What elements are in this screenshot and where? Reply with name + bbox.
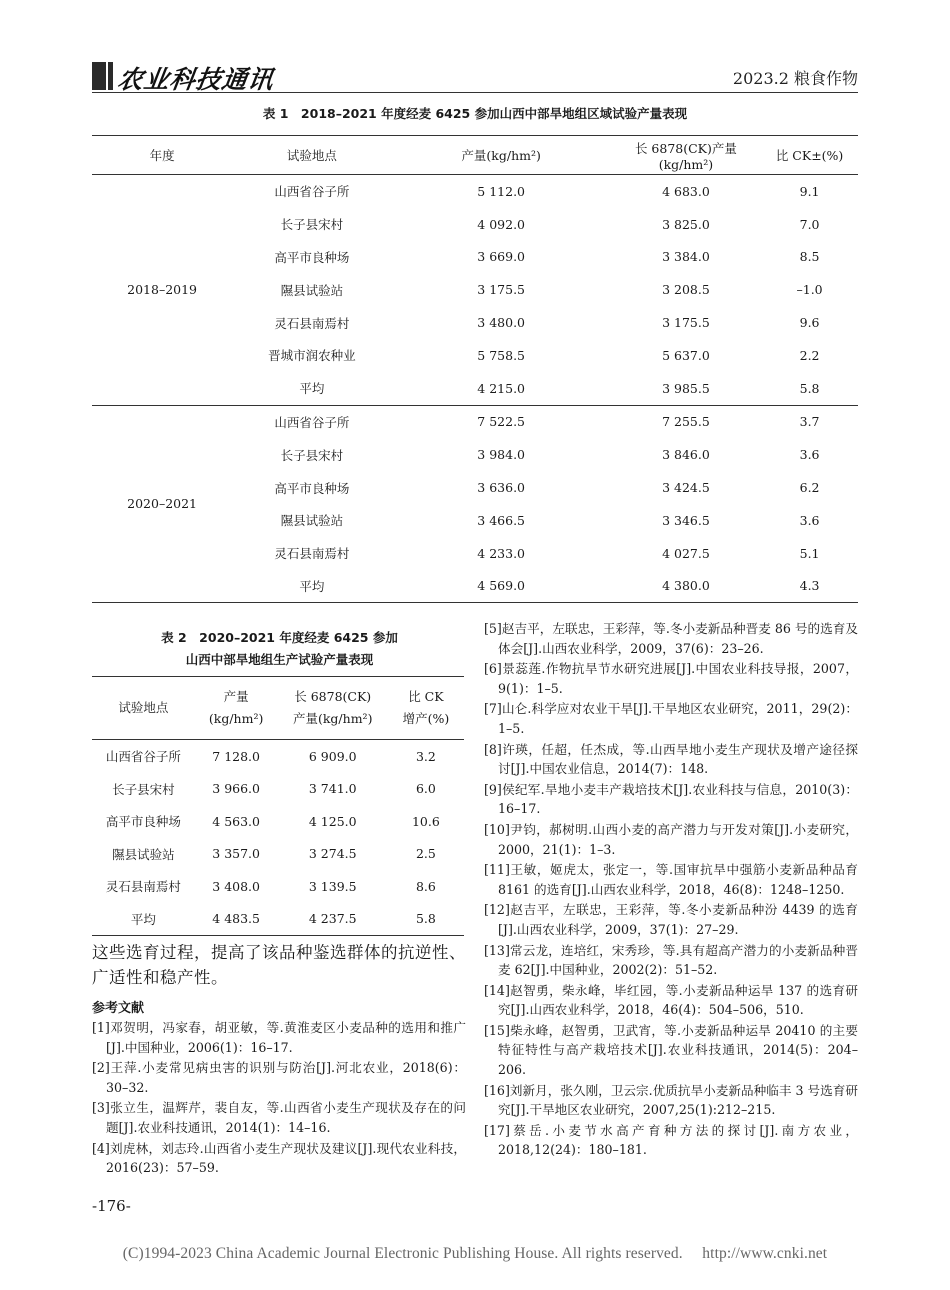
- table1-year-cell: 2020–2021: [92, 405, 232, 603]
- table2-value-cell: 8.6: [415, 878, 436, 894]
- table2-col-header-line: 产量(kg/hm²): [292, 711, 373, 726]
- table2-value-cell: 10.6: [411, 813, 440, 829]
- table1-value-cell: 4 215.0: [392, 372, 611, 405]
- copyright-footer: (C)1994-2023 China Academic Journal Electronic Publishing House. All rights reserved. http://www.cnki.net: [122, 1245, 828, 1262]
- reference-item: [484, 941, 858, 980]
- body-paragraph: 这些选育过程，提高了该品种鉴选群体的抗逆性、广适性和稳产性。: [92, 943, 466, 987]
- table2-col-header-line: 长 6878(CK): [294, 689, 372, 704]
- table1-value-cell: 3 175.5: [662, 315, 710, 331]
- table1-site-cell: 平均: [232, 570, 391, 603]
- table1-value-cell: 5 637.0: [662, 347, 710, 363]
- table2-col-header-line: (kg/hm²): [208, 711, 264, 726]
- issue-label: 2023.2 粮食作物: [732, 69, 858, 88]
- table1-value-cell: 3.6: [799, 447, 820, 463]
- table1-value-cell: 4 092.0: [477, 216, 525, 232]
- table2-col-header-line: 试验地点: [118, 700, 169, 715]
- table1-year-cell: 2018–2019: [92, 175, 232, 406]
- table1-caption: 表 1 2018–2021 年度经麦 6425 参加山西中部旱地组区域试验产量表现: [262, 106, 688, 121]
- table1-site-cell: 山西省谷子所: [274, 184, 350, 200]
- reference-text: [4]刘虎林，刘志玲.山西省小麦生产现状及建议[J].现代农业科技，2016(23)：57–59.: [92, 1140, 466, 1176]
- table1-site-cell: 长子县宋村: [280, 447, 344, 463]
- table2-col-header-line: 产量: [223, 689, 249, 704]
- table1-value-cell: 9.6: [799, 315, 820, 331]
- table1-value-cell: 3 985.5: [611, 372, 761, 405]
- table1-col-header: 长 6878(CK)产量(kg/hm²): [611, 136, 761, 175]
- table2-value-cell: 2.5: [415, 846, 436, 862]
- table2-row: [92, 805, 464, 838]
- table1-value-cell: 5.1: [799, 545, 820, 561]
- table1-site-cell: 隰县试验站: [280, 513, 344, 529]
- table1-value-cell: 3 636.0: [477, 480, 525, 496]
- table1-value-cell: 3 984.0: [477, 447, 525, 463]
- table2-value-cell: 3.2: [415, 748, 436, 764]
- table1-value-cell: 4.3: [761, 570, 858, 603]
- table1-site-cell: 隰县试验站: [280, 282, 344, 298]
- reference-item: [484, 820, 858, 859]
- reference-item: [92, 1058, 466, 1097]
- reference-item: [484, 659, 858, 698]
- table1-value-cell: 4 027.5: [662, 545, 710, 561]
- table1: [92, 135, 858, 603]
- table2-site-cell: 长子县宋村: [112, 781, 175, 797]
- table1-value-cell: 5.8: [761, 372, 858, 405]
- table1-value-cell: 5 758.5: [477, 347, 525, 363]
- reference-text: [16]刘新月，张久刚，卫云宗.优质抗旱小麦新品种临丰 3 号选育研究[J].干旱地区农业研究，2007,25(1):212–215.: [484, 1082, 858, 1118]
- table2-site-cell: 高平市良种场: [105, 814, 181, 830]
- table1-col-header: 产量(kg/hm²): [392, 136, 611, 175]
- reference-item: [484, 699, 858, 738]
- table1-value-cell: 3 480.0: [477, 315, 525, 331]
- table1-col-header: 年度: [92, 136, 232, 175]
- table2-site-cell: 隰县试验站: [112, 846, 175, 862]
- table1-value-cell: 4 380.0: [611, 570, 761, 603]
- table1-col-header: 试验地点: [232, 136, 391, 175]
- table1-value-cell: 8.5: [799, 249, 820, 265]
- table2-site-cell: 平均: [92, 903, 195, 936]
- reference-item: [484, 900, 858, 939]
- table1-value-cell: 5 112.0: [477, 183, 525, 199]
- table2-row: [92, 870, 464, 903]
- table2-value-cell: 3 966.0: [212, 781, 260, 797]
- reference-text: [1]邓贺明，冯家春，胡亚敏，等.黄淮麦区小麦品种的选用和推广[J].中国种业，2006(1)：16–17.: [92, 1020, 466, 1055]
- table2-value-cell: 5.8: [388, 903, 464, 936]
- header-bar-decoration-thin: [108, 62, 113, 90]
- reference-item: [92, 1098, 466, 1137]
- table2-caption: [92, 627, 467, 671]
- table2-row: [92, 838, 464, 871]
- reference-item: [92, 1018, 466, 1057]
- table1-row: [92, 405, 858, 438]
- table2-site-cell: 灵石县南焉村: [105, 879, 181, 895]
- table2-value-cell: 6 909.0: [308, 748, 357, 764]
- reference-text: [13]常云龙，连培红，宋秀珍，等.具有超高产潜力的小麦新品种晋麦 62[J].中国种业，2002(2)：51–52.: [484, 942, 858, 978]
- reference-text: [12]赵吉平，左联忠，王彩萍，等.冬小麦新品种汾 4439 的选育[J].山西农业科学，2009，37(1)：27–29.: [484, 902, 858, 937]
- table2-value-cell: 6.0: [415, 781, 436, 797]
- table1-value-cell: 3 846.0: [662, 447, 710, 463]
- table1-site-cell: 山西省谷子所: [274, 414, 350, 430]
- reference-text: [11]王敏，姬虎太，张定一，等.国审抗旱中强筋小麦新品种品育8161 的选育[J].山西农业科学，2018，46(8)：1248–1250.: [484, 862, 858, 897]
- reference-text: [2]王萍.小麦常见病虫害的识别与防治[J].河北农业，2018(6)：30–32.: [92, 1060, 466, 1095]
- table2-site-cell: 山西省谷子所: [105, 749, 181, 765]
- table2-value-cell: 4 483.5: [195, 903, 278, 936]
- table1-value-cell: 3.6: [799, 512, 820, 528]
- table2-col-header-line: 增产(%): [402, 711, 450, 726]
- table1-site-cell: 高平市良种场: [274, 249, 350, 265]
- table2-value-cell: 4 563.0: [212, 813, 260, 829]
- table2-col-header: [278, 677, 388, 740]
- table1-site-cell: 高平市良种场: [274, 480, 350, 496]
- reference-item: [484, 780, 858, 819]
- table2-value-cell: 3 741.0: [308, 781, 357, 797]
- reference-item: [484, 981, 858, 1020]
- table1-value-cell: –1.0: [796, 282, 823, 298]
- table2-header-row: [92, 677, 464, 740]
- table1-value-cell: 9.1: [799, 183, 820, 199]
- table2-value-cell: 4 125.0: [308, 813, 357, 829]
- reference-item: [484, 860, 858, 899]
- table1-value-cell: 6.2: [799, 480, 820, 496]
- table2-value-cell: 7 128.0: [212, 748, 260, 764]
- table1-col-header: 比 CK±(%): [761, 136, 858, 175]
- page-number: -176-: [92, 1197, 131, 1215]
- table1-site-cell: 平均: [232, 372, 391, 405]
- table2-col-header-line: 比 CK: [408, 689, 444, 704]
- table1-value-cell: 3 346.5: [662, 512, 710, 528]
- table2-caption-line2: 山西中部旱地组生产试验产量表现: [185, 652, 374, 667]
- reference-text: [9]侯纪军.旱地小麦丰产栽培技术[J].农业科技与信息，2010(3)：16–17.: [484, 781, 858, 817]
- header-bar-decoration: [92, 62, 106, 90]
- table1-value-cell: 3 208.5: [662, 282, 710, 298]
- reference-item: [484, 619, 858, 658]
- table1-value-cell: 7 522.5: [477, 414, 525, 430]
- reference-text: [14]赵智勇，柴永峰，毕红园，等.小麦新品种运旱 137 的选育研究[J].山西农业科学，2018，46(4)：504–506，510.: [484, 982, 858, 1018]
- table1-value-cell: 4 569.0: [392, 570, 611, 603]
- reference-text: [10]尹钧，郝树明.山西小麦的高产潜力与开发对策[J].小麦研究，2000，21(1)：1–3.: [484, 821, 858, 857]
- reference-item: [484, 740, 858, 779]
- reference-item: [92, 1139, 466, 1178]
- table1-value-cell: 2.2: [799, 347, 820, 363]
- table1-row: [92, 175, 858, 208]
- table2-value-cell: 3 408.0: [212, 878, 260, 894]
- reference-item: [484, 1021, 858, 1080]
- table1-site-cell: 长子县宋村: [280, 217, 344, 233]
- table1-value-cell: 7 255.5: [662, 414, 710, 430]
- table1-value-cell: 3.7: [799, 414, 820, 430]
- table2-row: [92, 773, 464, 806]
- table2-col-header: [92, 677, 195, 740]
- table1-value-cell: 4 683.0: [662, 183, 710, 199]
- table1-site-cell: 灵石县南焉村: [274, 315, 350, 331]
- references-left-column: [92, 1018, 466, 1179]
- reference-text: [5]赵吉平，左联忠，王彩萍，等.冬小麦新品种晋麦 86 号的选育及体会[J].山西农业科学，2009，37(6)：23–26.: [484, 621, 858, 656]
- table2-value-cell: 3 357.0: [212, 846, 260, 862]
- reference-text: [15]柴永峰，赵智勇，卫武宵，等.小麦新品种运旱 20410 的主要特征特性与高产栽培技术[J].农业科技通讯，2014(5)：204–206.: [484, 1022, 858, 1078]
- header-rule: [92, 92, 858, 93]
- table2-col-header: [195, 677, 278, 740]
- table2-value-cell: 3 274.5: [308, 846, 357, 862]
- reference-item: [484, 1081, 858, 1120]
- table2-caption-line1: 表 2 2020–2021 年度经麦 6425 参加: [161, 630, 398, 645]
- table1-value-cell: 4 233.0: [477, 545, 525, 561]
- references-right-column: [484, 619, 858, 1161]
- reference-text: [3]张立生，温辉芹，裴自友，等.山西省小麦生产现状及存在的问题[J].农业科技通讯，2014(1)：14–16.: [92, 1100, 466, 1135]
- reference-text: [7]山仑.科学应对农业干旱[J].干旱地区农业研究，2011，29(2)：1–5.: [484, 701, 858, 736]
- reference-text: [8]许瑛，任超，任杰成，等.山西旱地小麦生产现状及增产途径探讨[J].中国农业信息，2014(7)：148.: [484, 741, 858, 777]
- table2-value-cell: 3 139.5: [308, 878, 357, 894]
- reference-text: [6]景蕊莲.作物抗旱节水研究进展[J].中国农业科技导报，2007，9(1)：1–5.: [484, 661, 858, 696]
- table1-value-cell: 3 466.5: [477, 512, 525, 528]
- table1-value-cell: 3 424.5: [662, 480, 710, 496]
- journal-logo: 农业科技通讯: [115, 65, 276, 94]
- references-title: 参考文献: [92, 1001, 145, 1016]
- table1-header-row: [92, 136, 858, 175]
- table1-value-cell: 3 825.0: [662, 216, 710, 232]
- table1-value-cell: 3 384.0: [662, 249, 710, 265]
- table1-site-cell: 晋城市润农种业: [268, 348, 356, 364]
- table2-col-header: [388, 677, 464, 740]
- table1-value-cell: 7.0: [799, 216, 820, 232]
- table2-row: [92, 903, 464, 936]
- table1-site-cell: 灵石县南焉村: [274, 546, 350, 562]
- table2-row: [92, 740, 464, 773]
- table2: [92, 676, 464, 936]
- table2-value-cell: 4 237.5: [278, 903, 388, 936]
- reference-text: [17]蔡岳.小麦节水高产育种方法的探讨[J].南方农业，2018,12(24)：180–181.: [484, 1122, 858, 1158]
- reference-item: [484, 1121, 858, 1160]
- table1-value-cell: 3 669.0: [477, 249, 525, 265]
- table1-value-cell: 3 175.5: [477, 282, 525, 298]
